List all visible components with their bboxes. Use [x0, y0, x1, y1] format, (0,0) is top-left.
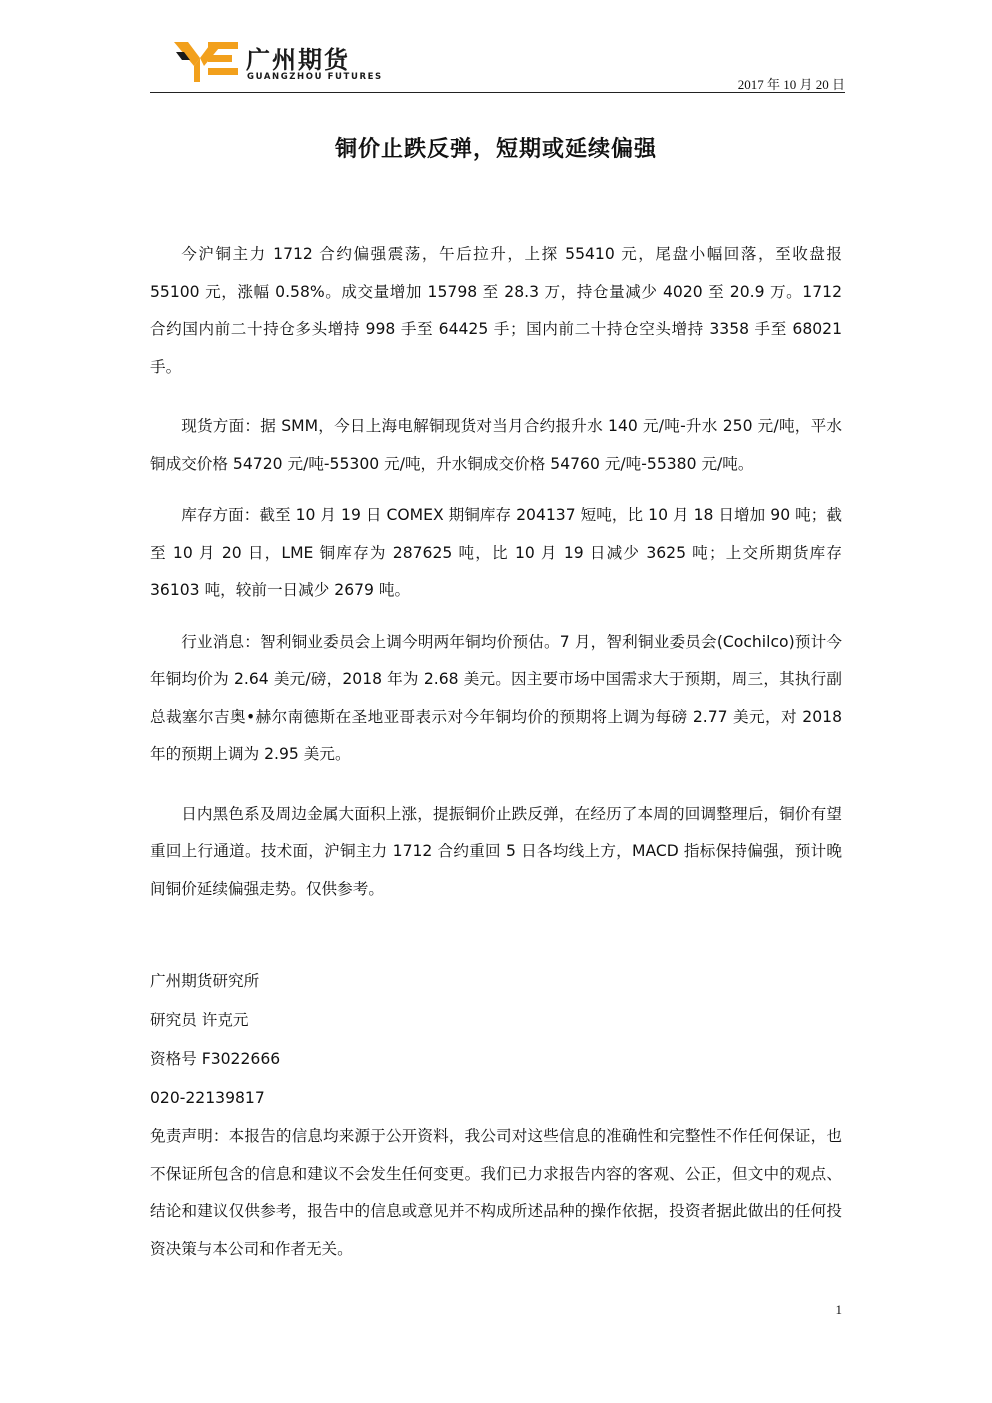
researcher-name: 研究员 许克元	[150, 1011, 249, 1029]
report-date: 2017 年 10 月 20 日	[737, 77, 845, 92]
paragraph-inventory: 库存方面：截至 10 月 19 日 COMEX 期铜库存 204137 短吨，比 10 月 18 日增加 90 吨；截至 10 月 20 日，LME 铜库存为 287625 吨，比 10 月 19 日减少 3625 吨；上交所期货库存 36103 吨，较前一日减少 2679 吨。	[150, 506, 842, 599]
document-title: 铜价止跌反弹，短期或延续偏强	[334, 137, 657, 162]
phone-number: 020-22139817	[150, 1089, 265, 1107]
disclaimer: 免责声明：本报告的信息均来源于公开资料，我公司对这些信息的准确性和完整性不作任何保证，也不保证所包含的信息和建议不会发生任何变更。我们已力求报告内容的客观、公正，但文中的观点、结论和建议仅供参考，报告中的信息或意见并不构成所述品种的操作依据，投资者据此做出的任何投资决策与本公司和作者无关。	[150, 1127, 842, 1258]
institute-name: 广州期货研究所	[150, 972, 260, 990]
paragraph-spot: 现货方面：据 SMM，今日上海电解铜现货对当月合约报升水 140 元/吨-升水 250 元/吨，平水铜成交价格 54720 元/吨-55300 元/吨，升水铜成交价格 54760 元/吨-55380 元/吨。	[150, 417, 842, 473]
company-logo	[174, 40, 383, 86]
report-body	[150, 236, 842, 930]
paragraph-market-summary: 今沪铜主力 1712 合约偏强震荡，午后拉升，上探 55410 元，尾盘小幅回落，至收盘报 55100 元，涨幅 0.58%。成交量增加 15798 至 28.3 万，持仓量减少 4020 至 20.9 万。1712 合约国内前二十持仓多头增持 998 手至 64425 手；国内前二十持仓空头增持 3358 手至 68021 手。	[150, 245, 842, 376]
paragraph-outlook: 日内黑色系及周边金属大面积上涨，提振铜价止跌反弹，在经历了本周的回调整理后，铜价有望重回上行通道。技术面，沪铜主力 1712 合约重回 5 日各均线上方，MACD 指标保持偏强，预计晚间铜价延续偏强走势。仅供参考。	[150, 804, 842, 898]
logo-mark-icon	[174, 40, 240, 84]
logo-chinese-name: 广州期货	[246, 46, 350, 74]
header-divider	[150, 92, 845, 93]
signature-block	[150, 962, 842, 1268]
license-number: 资格号 F3022666	[150, 1050, 281, 1068]
logo-english-name: GUANGZHOU FUTURES	[247, 72, 383, 82]
page-header	[150, 36, 845, 94]
paragraph-industry-news: 行业消息：智利铜业委员会上调今明两年铜均价预估。7 月，智利铜业委员会(Cochilco)预计今年铜均价为 2.64 美元/磅，2018 年为 2.68 美元。因主要市场中国需求大于预期，周三，其执行副总裁塞尔吉奥•赫尔南德斯在圣地亚哥表示对今年铜均价的预期将上调为每磅 2.77 美元，对 2018 年的预期上调为 2.95 美元。	[150, 632, 842, 763]
page-number: 1	[835, 1302, 842, 1317]
